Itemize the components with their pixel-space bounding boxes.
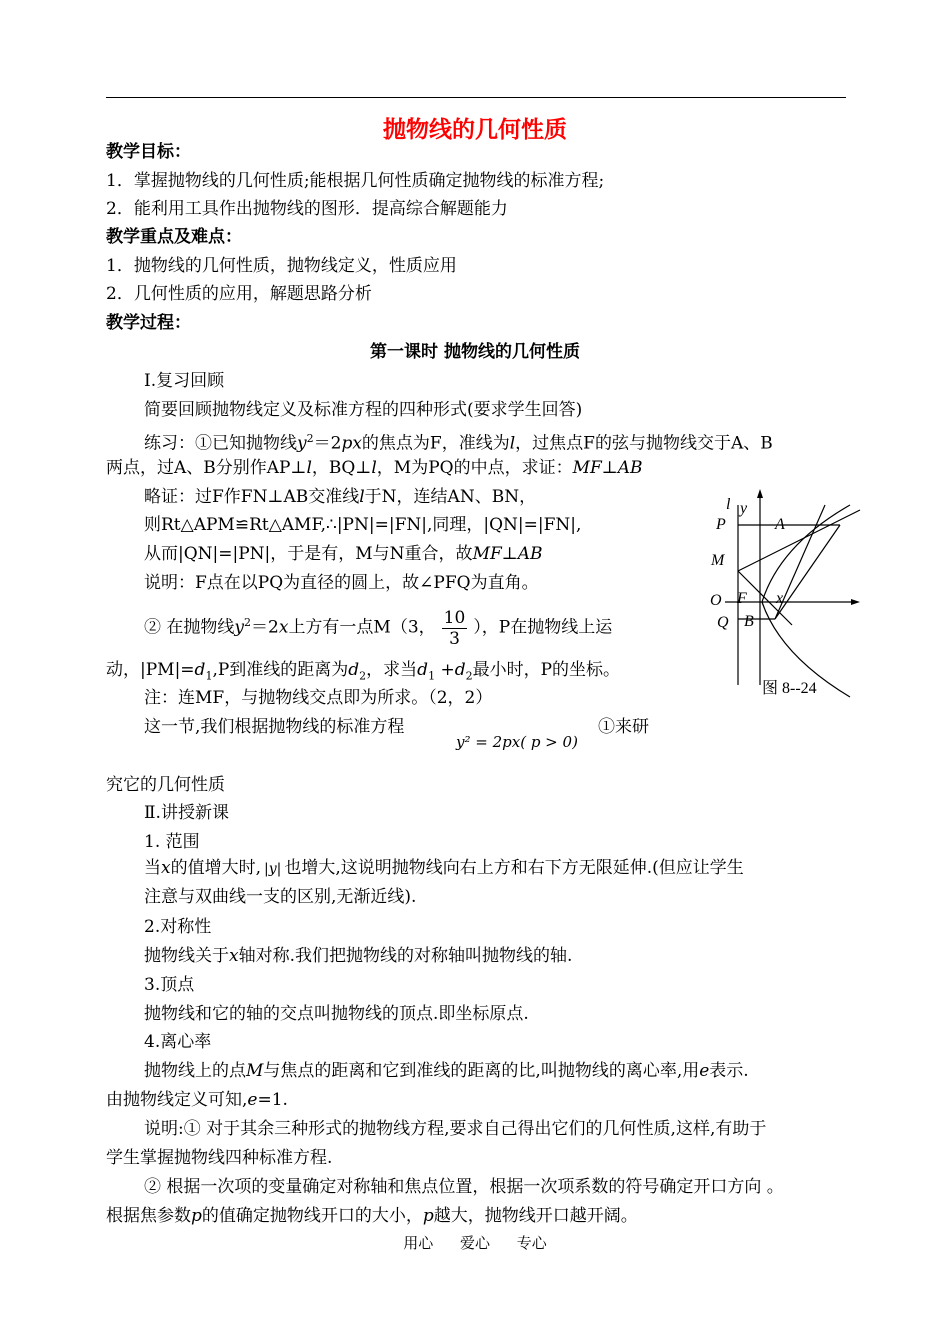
key-point-1: 1．抛物线的几何性质，抛物线定义，性质应用 (106, 256, 457, 276)
label-y: y (740, 500, 748, 517)
section-4-title: 4.离心率 (144, 1032, 212, 1052)
segment-MA (738, 510, 860, 571)
key-points-heading: 教学重点及难点： (106, 227, 242, 247)
note-line-3: ② 根据一次项的变量确定对称轴和焦点位置，根据一次项系数的符号确定开口方向 。 (144, 1177, 784, 1197)
label-x: x (776, 590, 784, 607)
label-F: F (737, 590, 747, 607)
label-B: B (744, 613, 754, 630)
label-A: A (775, 516, 785, 533)
lesson-title: 第一课时 抛物线的几何性质 (370, 342, 580, 362)
review-intro: 简要回顾抛物线定义及标准方程的四种形式(要求学生回答) (144, 400, 583, 420)
exercise-1-line-2: 两点，过A、B分别作AP⊥l，BQ⊥l，M为PQ的中点，求证：MF⊥AB (106, 458, 643, 478)
section-1-title: 1. 范围 (144, 832, 200, 852)
figure-caption: 图 8--24 (762, 680, 817, 697)
goals-heading: 教学目标： (106, 142, 191, 162)
label-l: l (726, 496, 731, 513)
section-3-title: 3.顶点 (144, 975, 195, 995)
label-M: M (711, 552, 725, 569)
goal-2: 2．能利用工具作出抛物线的图形．提高综合解题能力 (106, 199, 508, 219)
proof-line-2: 则Rt△APM≌Rt△AMF,∴|PN|=|FN|,同理，|QN|=|FN|, (144, 515, 582, 535)
note-line-1: 说明:① 对于其余三种形式的抛物线方程,要求自己得出它们的几何性质,这样,有助于 (144, 1119, 767, 1139)
chord-AB (775, 525, 840, 619)
goal-1: 1．掌握抛物线的几何性质;能根据几何性质确定抛物线的标准方程; (106, 171, 605, 191)
section-1-text-2: 注意与双曲线一支的区别,无渐近线). (144, 887, 417, 907)
exercise-2-line-1: ② 在抛物线$y^2=2x$上方有一点M（3， $\frac{10}{3}$ ），P在抛物线上运 (144, 607, 613, 649)
new-lesson-heading: Ⅱ.讲授新课 (144, 803, 229, 823)
page-title: 抛物线的几何性质 (383, 117, 567, 143)
note-2: 注：连MF，与抛物线交点即为所求。（2，2） (144, 688, 493, 708)
section-2-text: 抛物线关于x轴对称.我们把抛物线的对称轴叫抛物线的轴. (144, 946, 573, 966)
section-4-text-2: 由抛物线定义可知,e=1. (106, 1090, 288, 1110)
proof-line-3: 从而|QN|=|PN|，于是有，M与N重合，故MF⊥AB (144, 544, 543, 564)
exercise-2-line-2: 动，$|PM|=d_1,P$到准线的距离为$d_2$，求当$d_1 +d_2$最小时，P的坐标。 (106, 660, 621, 683)
note-1: 说明：F点在以PQ为直径的圆上，故∠PFQ为直角。 (144, 573, 539, 593)
top-rule (106, 97, 846, 98)
note-line-2: 学生掌握抛物线四种标准方程. (106, 1148, 333, 1168)
key-point-2: 2．几何性质的应用，解题思路分析 (106, 284, 372, 304)
bridge-text-cont: 究它的几何性质 (106, 775, 225, 795)
bridge-text: 这一节,我们根据抛物线的标准方程 (144, 717, 405, 737)
label-Q: Q (717, 614, 729, 631)
label-P: P (716, 516, 726, 533)
proof-line-1: 略证：过F作FN⊥AB交准线l于N，连结AN、BN， (144, 487, 537, 507)
process-heading: 教学过程： (106, 313, 191, 333)
section-1-text: 当x的值增大时, |y| 也增大,这说明抛物线向右上方和右下方无限延伸.(但应让学生 (144, 858, 744, 878)
y-axis-arrow (757, 489, 763, 498)
label-O: O (710, 592, 722, 609)
bridge-text-end: ①来研 (598, 717, 649, 737)
standard-equation: y² = 2px( p > 0) (456, 733, 578, 751)
fraction-10-3: $\frac{10}{3}$ (443, 607, 466, 649)
exercise-1-line-1: 练习：①已知抛物线$y^2=2px$的焦点为F，准线为l，过焦点F的弦与抛物线交于A、B (144, 432, 773, 454)
footer: 用心 爱心 专心 (403, 1234, 547, 1252)
note-line-4: 根据焦参数p的值确定抛物线开口的大小，p越大，抛物线开口越开阔。 (106, 1206, 638, 1226)
parabola-figure (700, 485, 870, 715)
review-heading: Ⅰ.复习回顾 (144, 371, 225, 391)
section-2-title: 2.对称性 (144, 917, 212, 937)
section-3-text: 抛物线和它的轴的交点叫抛物线的顶点.即坐标原点. (144, 1004, 529, 1024)
section-4-text: 抛物线上的点M与焦点的距离和它到准线的距离的比,叫抛物线的离心率,用e表示. (144, 1061, 749, 1081)
x-axis-arrow (851, 599, 860, 605)
